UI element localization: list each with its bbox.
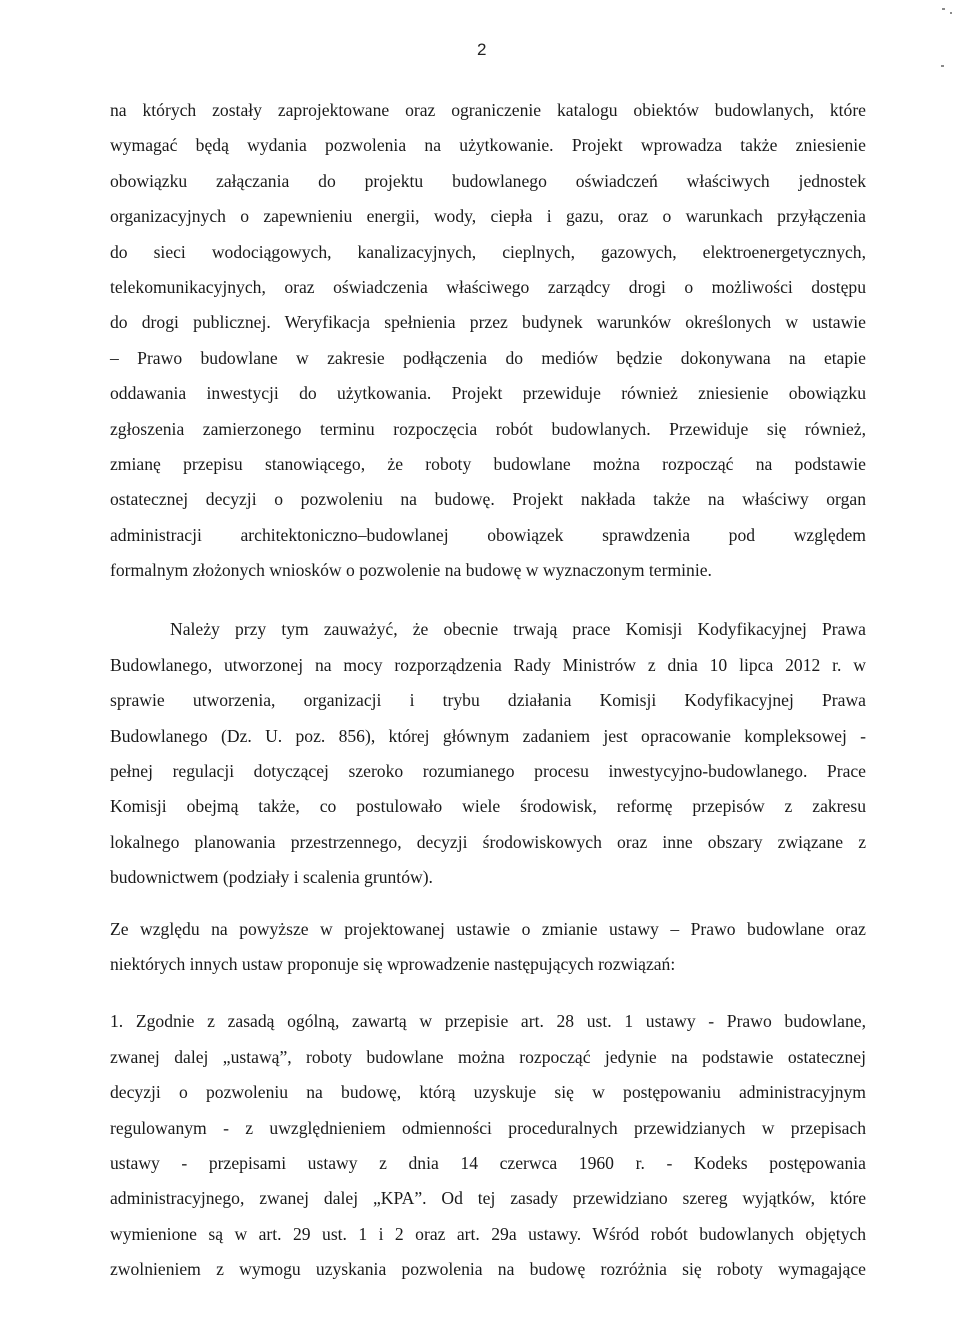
text-line: ustawy - przepisami ustawy z dnia 14 czerwca 1960 r. - Kodeks postępowania xyxy=(110,1152,866,1173)
paragraph-gap xyxy=(110,896,866,912)
text-line: ostatecznej decyzji o pozwoleniu na budowę. Projekt nakłada także na właściwy organ xyxy=(110,489,866,510)
document-body xyxy=(110,93,866,1288)
text-line: sprawie utworzenia, organizacji i trybu działania Komisji Kodyfikacyjnej Prawa xyxy=(110,690,866,711)
text-line: budownictwem (podziały i scalenia gruntów). xyxy=(110,867,433,888)
scan-mark-right xyxy=(941,65,944,67)
scan-mark-top-right-2 xyxy=(950,12,952,14)
text-line: Budowlanego, utworzonej na mocy rozporządzenia Rady Ministrów z dnia 10 lipca 2012 r. w xyxy=(110,654,866,675)
scan-mark-top-right xyxy=(942,8,945,10)
text-line: wymienione są w art. 29 ust. 1 i 2 oraz art. 29a ustawy. Wśród robót budowlanych objętych xyxy=(110,1223,866,1244)
text-line: Budowlanego (Dz. U. poz. 856), której głównym zadaniem jest opracowanie kompleksowej - xyxy=(110,725,866,746)
text-line: formalnym złożonych wniosków o pozwolenie na budowę w wyznaczonym terminie. xyxy=(110,560,712,581)
text-line: zmianę przepisu stanowiącego, że roboty budowlane można rozpocząć na podstawie xyxy=(110,453,866,474)
paragraph-2 xyxy=(110,612,866,895)
text-line: zgłoszenia zamierzonego terminu rozpoczęcia robót budowlanych. Przewiduje się również, xyxy=(110,418,866,439)
text-line: 1. Zgodnie z zasadą ogólną, zawartą w przepisie art. 28 ust. 1 ustawy - Prawo budowlane, xyxy=(110,1011,866,1032)
text-line: wymagać będą wydania pozwolenia na użytkowanie. Projekt wprowadza także zniesienie xyxy=(110,135,866,156)
text-line: administracyjnego, zwanej dalej „KPA”. Od tej zasady przewidziano szereg wyjątków, które xyxy=(110,1188,866,1209)
text-line: organizacyjnych o zapewnieniu energii, wody, ciepła i gazu, oraz o warunkach przyłączenia xyxy=(110,206,866,227)
text-line: telekomunikacyjnych, oraz oświadczenia właściwego zarządcy drogi o możliwości dostępu xyxy=(110,276,866,297)
text-line: lokalnego planowania przestrzennego, decyzji środowiskowych oraz inne obszary związane z xyxy=(110,831,866,852)
text-line: Należy przy tym zauważyć, że obecnie trwają prace Komisji Kodyfikacyjnej Prawa xyxy=(170,619,866,640)
page-number: 2 xyxy=(477,40,487,59)
text-line: – Prawo budowlane w zakresie podłączenia do mediów będzie dokonywana na etapie xyxy=(110,347,866,368)
text-line: Komisji obejmą także, co postulowało wiele środowisk, reformę przepisów z zakresu xyxy=(110,796,866,817)
text-line: zwolnieniem z wymogu uzyskania pozwolenia na budowę rozróżnia się roboty wymagające xyxy=(110,1259,866,1280)
paragraph-gap xyxy=(110,588,866,612)
text-line: oddawania inwestycji do użytkowania. Projekt przewiduje również zniesienie obowiązku xyxy=(110,383,866,404)
text-line: obowiązku załączania do projektu budowlanego oświadczeń właściwych jednostek xyxy=(110,170,866,191)
text-line: na których zostały zaprojektowane oraz ograniczenie katalogu obiektów budowlanych, które xyxy=(110,100,866,120)
text-line: decyzji o pozwoleniu na budowę, którą uzyskuje się w postępowaniu administracyjnym xyxy=(110,1082,866,1103)
text-line: do drogi publicznej. Weryfikacja spełnienia przez budynek warunków określonych w ustawie xyxy=(110,312,866,333)
paragraph-3 xyxy=(110,912,866,983)
text-line: niektórych innych ustaw proponuje się wprowadzenie następujących rozwiązań: xyxy=(110,953,676,974)
text-line: administracji architektoniczno–budowlanej obowiązek sprawdzenia pod względem xyxy=(110,524,866,545)
paragraph-1 xyxy=(110,93,866,588)
paragraph-gap xyxy=(110,982,866,1004)
text-line: pełnej regulacji dotyczącej szeroko rozumianego procesu inwestycyjno-budowlanego. Prace xyxy=(110,761,866,782)
text-line: regulowanym - z uwzględnieniem odmienności proceduralnych przewidzianych w przepisach xyxy=(110,1117,866,1138)
text-line: Ze względu na powyższe w projektowanej ustawie o zmianie ustawy – Prawo budowlane oraz xyxy=(110,918,866,939)
text-line: zwanej dalej „ustawą”, roboty budowlane można rozpocząć jedynie na podstawie ostatecznej xyxy=(110,1046,866,1067)
paragraph-4-list-item-1 xyxy=(110,1004,866,1287)
text-line: do sieci wodociągowych, kanalizacyjnych, cieplnych, gazowych, elektroenergetycznych, xyxy=(110,241,866,262)
